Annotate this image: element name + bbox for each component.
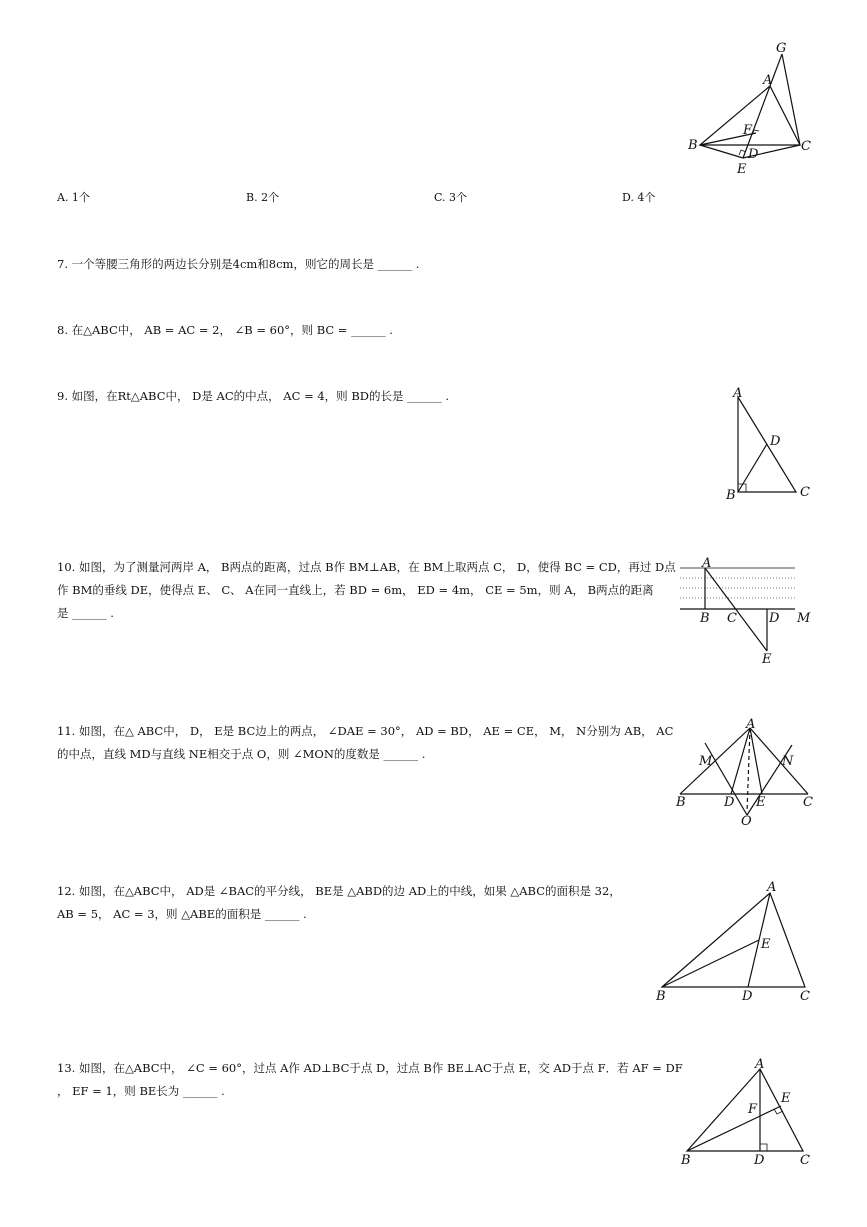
q6-label-a: A — [763, 73, 773, 88]
q8-text: 8. 在△ABC中， AB = AC = 2， ∠B = 60°，则 BC = ______ . — [57, 323, 393, 337]
q12-label-b: B — [656, 989, 666, 1003]
q6-line-gc — [782, 54, 800, 145]
q13-label-c: C — [800, 1153, 810, 1168]
q9-label-b: B — [726, 488, 736, 503]
q11-line-ae — [750, 728, 762, 794]
q13-label-e: E — [781, 1091, 791, 1106]
q6-choice-c: C. 3个 — [434, 191, 468, 204]
q13-label-d: D — [754, 1153, 765, 1168]
q10-line-2: 作 BM的垂线 DE，使得点 E、 C、 A在同一直线上，若 BD = 6m， ED = 4m， CE = 5m，则 A， B两点的距离 — [57, 583, 654, 597]
q11-label-n: N — [782, 754, 794, 769]
q13-figure — [675, 1055, 820, 1170]
q11-line-1: 11. 如图，在△ ABC中， D， E是 BC边上的两点， ∠DAE = 30°， AD = BD， AE = CE， M， N分别为 AB， AC — [57, 724, 674, 738]
q6-line-be — [700, 145, 743, 158]
q9-label-d: D — [770, 434, 781, 449]
q6-label-d: D — [748, 147, 759, 162]
q11-label-e: E — [756, 795, 766, 810]
q6-label-e: E — [737, 162, 747, 177]
q9-line-bd — [738, 444, 767, 492]
q13-label-f: F — [748, 1102, 758, 1117]
q6-choice-b: B. 2个 — [246, 191, 280, 204]
q13-right-angle-d — [760, 1144, 767, 1151]
q6-figure — [680, 38, 820, 183]
q12-label-e: E — [761, 937, 771, 952]
q13-line-2: ， EF = 1，则 BE长为 ______ . — [57, 1084, 225, 1098]
q7-text: 7. 一个等腰三角形的两边长分别是4cm和8cm，则它的周长是 ______ . — [57, 257, 420, 271]
q10-label-a: A — [702, 556, 712, 571]
q11-line-ac — [750, 728, 808, 794]
q13-label-b: B — [681, 1153, 691, 1168]
q12-line-2: AB = 5， AC = 3，则 △ABE的面积是 ______ . — [57, 907, 307, 921]
q6-choice-a: A. 1个 — [57, 191, 90, 204]
q10-line-3: 是 ______ . — [57, 606, 114, 620]
q10-figure — [675, 555, 820, 667]
q6-label-c: C — [801, 139, 811, 154]
q11-line-ao — [747, 728, 750, 812]
q6-choice-d: D. 4个 — [622, 191, 656, 204]
q13-triangle-abc — [687, 1069, 803, 1151]
q11-label-m: M — [699, 754, 713, 769]
q13-label-a: A — [755, 1057, 765, 1072]
q9-label-a: A — [733, 386, 743, 401]
q11-label-c: C — [803, 795, 813, 810]
q6-label-g: G — [776, 41, 787, 56]
q12-label-d: D — [742, 989, 753, 1003]
q10-label-e: E — [762, 652, 772, 667]
q12-label-c: C — [800, 989, 810, 1003]
q9-text: 9. 如图，在Rt△ABC中， D是 AC的中点， AC = 4，则 BD的长是 ______ . — [57, 389, 449, 403]
q11-line-2: 的中点，直线 MD与直线 NE相交于点 O，则 ∠MON的度数是 ______ . — [57, 747, 426, 761]
q6-label-b: B — [688, 138, 698, 153]
q11-label-o: O — [741, 814, 752, 828]
q12-line-1: 12. 如图，在△ABC中， AD是 ∠BAC的平分线， BE是 △ABD的边 AD上的中线，如果 △ABC的面积是 32， — [57, 884, 621, 898]
q11-label-a: A — [746, 718, 756, 732]
q11-figure — [675, 718, 820, 828]
q9-figure — [720, 385, 820, 505]
q13-line-1: 13. 如图，在△ABC中， ∠C = 60°，过点 A作 AD⊥BC于点 D，过点 B作 BE⊥AC于点 E，交 AD于点 F．若 AF = DF — [57, 1061, 683, 1075]
q12-line-be — [662, 940, 759, 987]
q10-label-b: B — [700, 611, 710, 626]
q11-line-ad — [731, 728, 750, 794]
q6-label-f: F — [743, 123, 753, 138]
q12-figure — [650, 878, 820, 1003]
q12-triangle-abc — [662, 893, 805, 987]
q10-label-c: C — [727, 611, 737, 626]
q10-label-m: M — [797, 611, 811, 626]
q9-label-c: C — [800, 485, 810, 500]
q11-label-d: D — [724, 795, 735, 810]
q10-label-d: D — [769, 611, 780, 626]
q10-line-1: 10. 如图，为了测量河两岸 A， B两点的距离，过点 B作 BM⊥AB，在 BM上取两点 C， D，使得 BC = CD，再过 D点 — [57, 560, 676, 574]
q11-label-b: B — [676, 795, 686, 810]
q12-label-a: A — [767, 880, 777, 895]
